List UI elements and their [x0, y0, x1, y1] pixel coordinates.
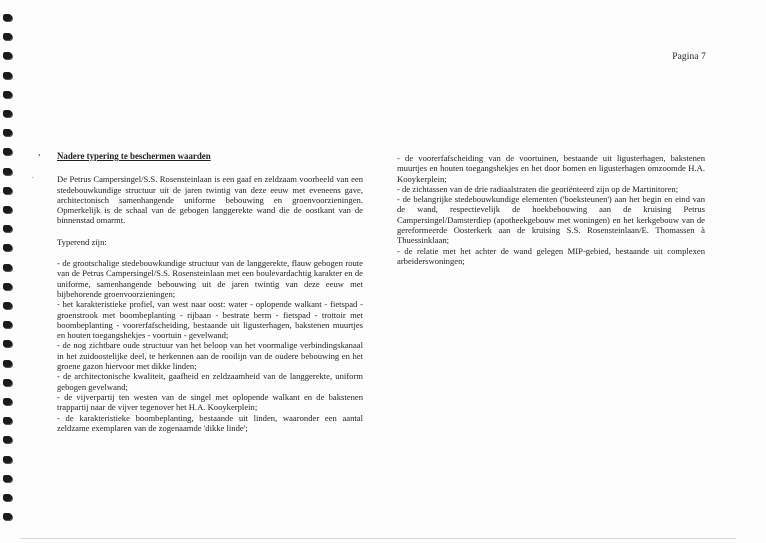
binding-ring	[3, 72, 12, 79]
page-number: Pagina 7	[672, 52, 706, 62]
binding-ring	[3, 14, 12, 21]
binding-ring	[3, 417, 12, 424]
binding-ring	[3, 475, 12, 482]
binding-ring	[3, 148, 12, 155]
binding-ring	[3, 244, 12, 251]
binding-ring	[3, 302, 12, 309]
intro-paragraph: De Petrus Campersingel/S.S. Rosensteinlaan is een gaaf en zeldzaam voorbeeld van een stedebouwkundige structuur uit de jaren twintig van deze eeuw met eveneens gave, architectonisch samenhangende uniforme bebouwing en groenvoorzieningen. Opmerkelijk is de schaal van de gebogen langgerekte wand die de oostkant van de binnenstad omarmt.	[57, 174, 363, 226]
binding-ring	[3, 33, 12, 40]
binding-ring	[3, 456, 12, 463]
binding-ring	[3, 436, 12, 443]
binding-ring	[3, 513, 12, 520]
binding-ring	[3, 494, 12, 501]
binding-ring	[3, 168, 12, 175]
characteristics-list	[57, 258, 363, 433]
binding-ring	[3, 264, 12, 271]
binding-ring	[3, 91, 12, 98]
margin-mark: .	[32, 172, 34, 180]
binding-ring	[3, 283, 12, 290]
binding-ring	[3, 225, 12, 232]
binding-ring	[3, 360, 12, 367]
spiral-binding	[0, 0, 18, 543]
list-item: - de relatie met het achter de wand gelegen MIP-gebied, bestaande uit complexen arbeiderswoningen;	[397, 245, 705, 266]
binding-ring	[3, 129, 12, 136]
left-column	[57, 151, 363, 433]
section-heading: Nadere typering te beschermen waarden	[57, 151, 211, 161]
binding-ring	[3, 340, 12, 347]
binding-ring	[3, 379, 12, 386]
list-item: - de architectonische kwaliteit, gaafheid en zeldzaamheid van de langgerekte, uniform gebogen gevelwand;	[57, 371, 363, 392]
list-item: - de belangrijke stedebouwkundige elementen ('boeksteunen') aan het begin en eind van de wand, respectievelijk de hoekbebouwing aan de kruising Petrus Campersingel/Damsterdiep (apotheekgebouw met woningen) en het kerkgebouw van de gereformeerde Oosterkerk aan de kruising S.S. Rosensteinlaan/E. Thomassen à Thuessinklaan;	[397, 194, 705, 246]
list-item: - de zichtassen van de drie radiaalstraten die georiënteerd zijn op de Martinitoren;	[397, 183, 679, 194]
list-item: - de vijverpartij ten westen van de singel met oplopende walkant en de bakstenen trappartij naar de vijver tegenover het H.A. Kooykerplein;	[57, 391, 363, 413]
typerend-label: Typerend zijn:	[57, 236, 107, 247]
list-item: - de nog zichtbare oude structuur van het beloop van het voormalige verbindingskanaal in het zuidoostelijke deel, te herkennen aan de rooilijn van de oudere bebouwing en het groene gazon hiervoor met dikke linden;	[57, 340, 363, 372]
binding-ring	[3, 110, 12, 117]
list-item: - de karakteristieke boombeplanting, bestaande uit linden, waaronder een aantal zeldzame exemplaren van de zogenaamde 'dikke linde';	[57, 412, 363, 433]
list-item: - het karakteristieke profiel, van west naar oost: water - oplopende walkant - fietspad - groenstrook met boombeplanting - rijbaan - bestrate berm - fietspad - trottoir met boombeplanting - voorerfafscheiding, bestaande uit ligusterhagen, bakstenen muurtjes en houten toegangshekjes - voortuin - gevelwand;	[57, 299, 363, 341]
binding-ring	[3, 398, 12, 405]
binding-ring	[3, 206, 12, 213]
binding-ring	[3, 187, 12, 194]
right-column	[397, 153, 705, 266]
characteristics-list-continued	[397, 153, 705, 266]
binding-ring	[3, 321, 12, 328]
binding-ring	[3, 52, 12, 59]
list-item: - de voorerfafscheiding van de voortuinen, bestaande uit ligusterhagen, bakstenen muurtjes en houten toegangshekjes en het door bomen en ligusterhagen omzoomde H.A. Kooykerplein;	[397, 153, 705, 184]
margin-mark: ,	[38, 147, 41, 158]
list-item: - de grootschalige stedebouwkundige structuur van de langgerekte, flauw gebogen route van de Petrus Campersingel/S.S. Rosensteinlaan met een boulevardachtig karakter en de uniforme, samenhangende bebouwing uit de jaren twintig van deze eeuw met bijbehorende groenvoorzieningen;	[57, 258, 363, 299]
page-edge	[20, 538, 736, 539]
